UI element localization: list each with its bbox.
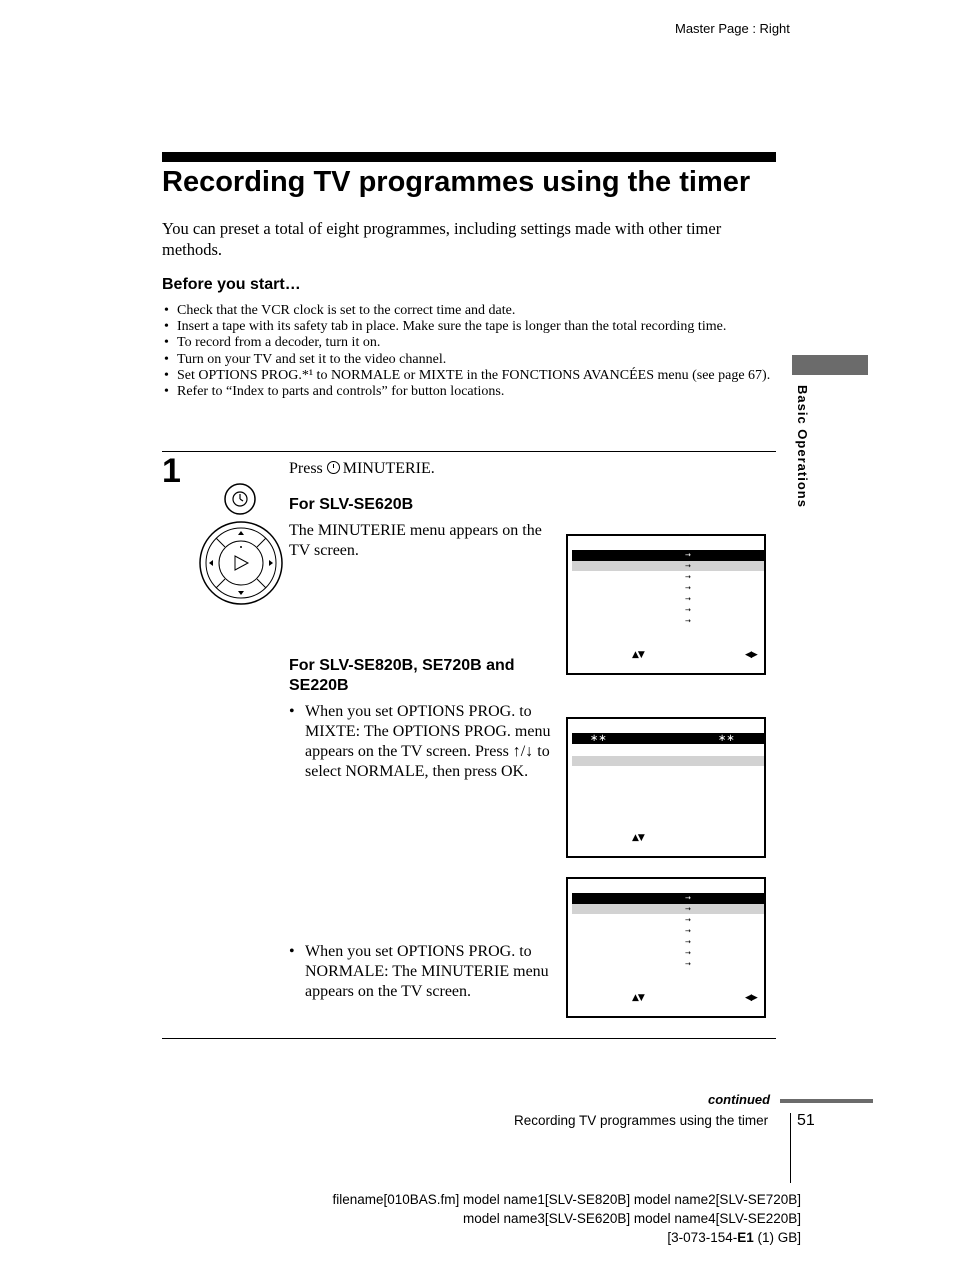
arrow-icon: → <box>685 584 691 592</box>
before-you-start-list <box>162 303 776 400</box>
star-marks: ∗∗ <box>718 733 735 744</box>
before-you-start-heading: Before you start… <box>162 276 301 293</box>
arrow-icon: → <box>685 938 691 946</box>
arrow-icon: → <box>685 595 691 603</box>
menu-title-bar <box>572 893 764 904</box>
file-code-bold: E1 <box>737 1230 754 1245</box>
arrow-icon: → <box>685 573 691 581</box>
title-rule <box>162 152 776 162</box>
tv-screen-minuterie-menu <box>566 534 766 675</box>
arrow-icon: → <box>685 960 691 968</box>
list-item: • Turn on your TV and set it to the video channel. <box>162 352 776 368</box>
tv-screen-options-prog-menu <box>566 717 766 858</box>
press-label: Press <box>289 460 323 477</box>
arrow-icon: → <box>685 894 691 902</box>
remote-navigation-pad-icon <box>198 520 284 606</box>
continued-label: continued <box>708 1092 771 1107</box>
file-info-line: model name3[SLV-SE620B] model name4[SLV-SE220B] <box>463 1211 801 1226</box>
arrow-icon: → <box>685 606 691 614</box>
continued-bar <box>780 1099 873 1103</box>
menu-highlight-bar <box>572 561 764 571</box>
arrow-icon: → <box>685 617 691 625</box>
star-marks: ∗∗ <box>590 733 607 744</box>
master-page-label: Master Page : Right <box>675 21 790 36</box>
mixte-bullet: • When you set OPTIONS PROG. to MIXTE: The OPTIONS PROG. menu appears on the TV screen. Press ↑/↓ to select NORMALE, then press OK. <box>289 702 567 782</box>
normale-bullet: • When you set OPTIONS PROG. to NORMALE: The MINUTERIE menu appears on the TV screen. <box>289 942 567 1002</box>
up-down-icon: ▲▼ <box>632 833 644 843</box>
side-tab-marker <box>792 355 868 375</box>
menu-title-bar <box>572 550 764 561</box>
left-right-icon: ◀▶ <box>745 993 757 1003</box>
running-title: Recording TV programmes using the timer <box>514 1113 769 1128</box>
timer-button-icon <box>222 482 258 516</box>
up-down-icon: ▲▼ <box>632 993 644 1003</box>
section-rule-bottom <box>162 1038 776 1039</box>
file-code-prefix: [3-073-154- <box>667 1230 738 1245</box>
step-number: 1 <box>162 452 181 490</box>
menu-highlight-bar <box>572 756 764 766</box>
section-rule-top <box>162 451 776 452</box>
list-item: • Insert a tape with its safety tab in place. Make sure the tape is longer than the total recording time. <box>162 319 776 335</box>
list-item: • Set OPTIONS PROG.*¹ to NORMALE or MIXTE in the FONCTIONS AVANCÉES menu (see page 67). <box>162 368 776 384</box>
slv-se620b-text: The MINUTERIE menu appears on the TV screen. <box>289 522 542 559</box>
intro-text: You can preset a total of eight programmes, including settings made with other timer methods. <box>162 219 722 259</box>
file-info <box>300 1190 801 1247</box>
left-right-icon: ◀▶ <box>745 650 757 660</box>
page-title: Recording TV programmes using the timer <box>162 166 751 198</box>
tv-screen-minuterie-menu <box>566 877 766 1018</box>
slv-se820b-heading: For SLV-SE820B, SE720B and SE220B <box>289 657 515 694</box>
press-instruction <box>289 460 435 478</box>
clock-icon <box>327 461 340 474</box>
file-info-line <box>300 1228 801 1247</box>
slv-se620b-heading: For SLV-SE620B <box>289 496 414 513</box>
file-info-line: filename[010BAS.fm] model name1[SLV-SE820B] model name2[SLV-SE720B] <box>332 1192 801 1207</box>
arrow-icon: → <box>685 949 691 957</box>
footer-divider <box>790 1113 791 1183</box>
minuterie-button-label: MINUTERIE. <box>342 460 435 477</box>
arrow-icon: → <box>685 562 691 570</box>
menu-highlight-bar <box>572 904 764 914</box>
side-tab-label: Basic Operations <box>795 385 810 508</box>
up-down-icon: ▲▼ <box>632 650 644 660</box>
list-item: • Refer to “Index to parts and controls” for button locations. <box>162 384 776 400</box>
arrow-icon: → <box>685 927 691 935</box>
arrow-icon: → <box>685 551 691 559</box>
list-item: • To record from a decoder, turn it on. <box>162 335 776 351</box>
list-item: • Check that the VCR clock is set to the correct time and date. <box>162 303 776 319</box>
file-code-suffix: (1) GB] <box>753 1230 801 1245</box>
arrow-icon: → <box>685 905 691 913</box>
arrow-icon: → <box>685 916 691 924</box>
page-number: 51 <box>797 1112 815 1129</box>
